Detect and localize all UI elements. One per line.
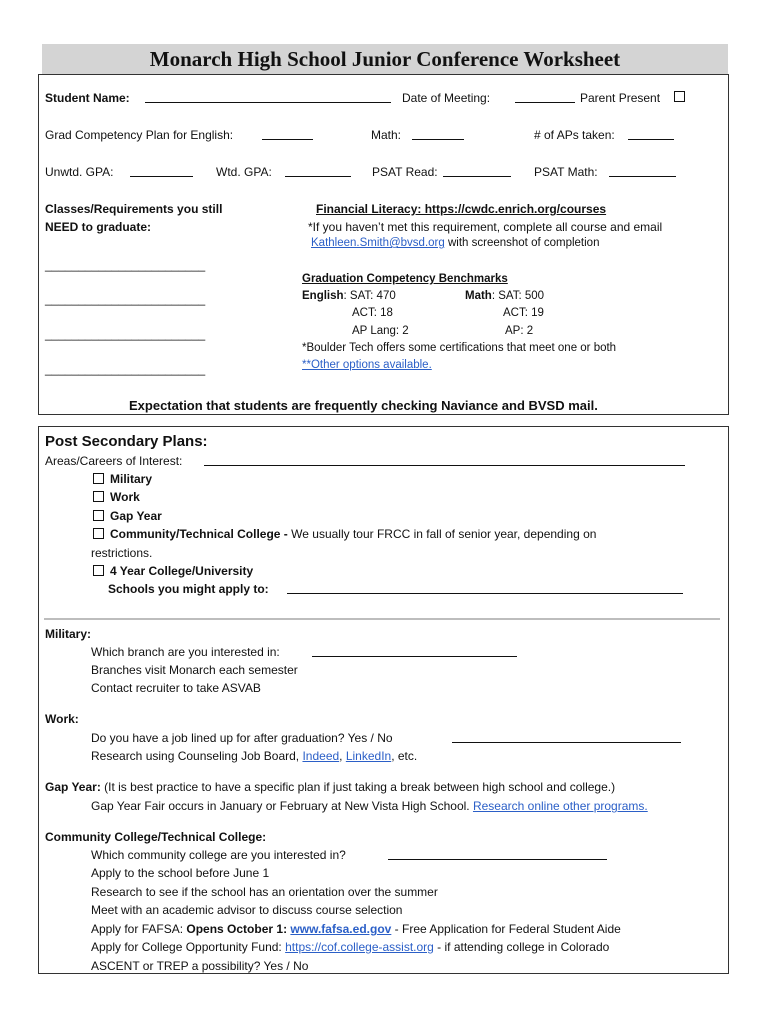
option-four-year-college[interactable]: 4 Year College/University bbox=[93, 564, 253, 578]
other-options-link[interactable]: **Other options available. bbox=[302, 359, 432, 371]
work-heading: Work: bbox=[45, 712, 79, 726]
english-act: ACT: 18 bbox=[352, 307, 393, 319]
option-work[interactable]: Work bbox=[93, 490, 140, 504]
community-advisor-text: Meet with an academic advisor to discuss course selection bbox=[91, 903, 403, 917]
benchmarks-heading: Graduation Competency Benchmarks bbox=[302, 273, 508, 285]
four-year-college-checkbox[interactable] bbox=[93, 565, 104, 576]
option-community-college[interactable]: Community/Technical College - We usually tour FRCC in fall of senior year, depending on bbox=[93, 527, 596, 541]
work-checkbox[interactable] bbox=[93, 491, 104, 502]
gap-year-fair-text: Gap Year Fair occurs in January or February at New Vista High School. Research online other programs. bbox=[91, 799, 648, 813]
financial-literacy-email-line: Kathleen.Smith@bvsd.org with screenshot of completion bbox=[311, 237, 600, 249]
military-asvab-text: Contact recruiter to take ASVAB bbox=[91, 681, 261, 695]
fafsa-text: Apply for FAFSA: Opens October 1: www.fafsa.ed.gov - Free Application for Federal Student Aide bbox=[91, 922, 621, 936]
aps-taken-field[interactable] bbox=[628, 128, 674, 140]
option-military[interactable]: Military bbox=[93, 472, 152, 486]
parent-present-checkbox[interactable] bbox=[674, 91, 685, 102]
psat-read-field[interactable] bbox=[443, 165, 511, 177]
research-online-link[interactable]: Research online other programs. bbox=[472, 799, 648, 813]
areas-of-interest-field[interactable] bbox=[204, 454, 685, 466]
community-research-text: Research to see if the school has an orientation over the summer bbox=[91, 885, 438, 899]
requirement-line[interactable]: ________________________ bbox=[45, 362, 206, 376]
kathleen-smith-email-link[interactable]: Kathleen.Smith@bvsd.org bbox=[311, 237, 445, 249]
indeed-link[interactable]: Indeed bbox=[302, 749, 340, 763]
work-job-label: Do you have a job lined up for after graduation? Yes / No bbox=[91, 731, 393, 745]
boulder-tech-note: *Boulder Tech offers some certifications that meet one or both bbox=[302, 342, 617, 354]
classes-requirements-heading-2: NEED to graduate: bbox=[45, 220, 152, 234]
military-visit-text: Branches visit Monarch each semester bbox=[91, 663, 298, 677]
restrictions-text: restrictions. bbox=[91, 546, 153, 560]
student-name-label: Student Name: bbox=[45, 91, 130, 105]
english-ap: AP Lang: 2 bbox=[352, 325, 409, 337]
schools-label: Schools you might apply to: bbox=[108, 582, 269, 596]
unwtd-gpa-field[interactable] bbox=[130, 165, 193, 177]
military-checkbox[interactable] bbox=[93, 473, 104, 484]
gap-year-text: Gap Year: (It is best practice to have a specific plan if just taking a break between high school and college.) bbox=[45, 780, 616, 794]
psat-math-field[interactable] bbox=[609, 165, 676, 177]
financial-literacy-note: *If you haven’t met this requirement, complete all course and email bbox=[308, 220, 663, 234]
math-ap: AP: 2 bbox=[505, 325, 534, 337]
section-divider bbox=[44, 618, 720, 620]
linkedin-link[interactable]: LinkedIn bbox=[345, 749, 392, 763]
community-which-label: Which community college are you interested in? bbox=[91, 848, 346, 862]
requirement-line[interactable]: ________________________ bbox=[45, 327, 206, 341]
option-gap-year[interactable]: Gap Year bbox=[93, 509, 162, 523]
post-secondary-heading: Post Secondary Plans: bbox=[45, 433, 208, 450]
grad-competency-english-label: Grad Competency Plan for English: bbox=[45, 128, 234, 142]
work-research-text: Research using Counseling Job Board, Indeed, LinkedIn, etc. bbox=[91, 749, 418, 763]
military-heading: Military: bbox=[45, 627, 92, 641]
military-branch-label: Which branch are you interested in: bbox=[91, 645, 280, 659]
community-apply-text: Apply to the school before June 1 bbox=[91, 866, 270, 880]
work-job-field[interactable] bbox=[452, 731, 681, 743]
military-branch-field[interactable] bbox=[312, 645, 517, 657]
parent-present-label: Parent Present bbox=[580, 91, 661, 105]
grad-competency-english-field[interactable] bbox=[262, 128, 313, 140]
psat-math-label: PSAT Math: bbox=[534, 165, 598, 179]
ascent-text: ASCENT or TREP a possibility? Yes / No bbox=[91, 959, 309, 973]
student-name-field[interactable] bbox=[145, 91, 391, 103]
math-field[interactable] bbox=[412, 128, 464, 140]
expectation-note: Expectation that students are frequently checking Naviance and BVSD mail. bbox=[129, 398, 598, 413]
schools-field[interactable] bbox=[287, 582, 683, 594]
aps-taken-label: # of APs taken: bbox=[534, 128, 615, 142]
financial-literacy-heading[interactable]: Financial Literacy: https://cwdc.enrich.org/courses bbox=[316, 202, 607, 216]
classes-requirements-heading-1: Classes/Requirements you still bbox=[45, 202, 223, 216]
cof-link[interactable]: https://cof.college-assist.org bbox=[285, 940, 434, 954]
date-of-meeting-field[interactable] bbox=[515, 91, 575, 103]
math-label: Math: bbox=[371, 128, 402, 142]
community-college-heading: Community College/Technical College: bbox=[45, 830, 267, 844]
community-college-checkbox[interactable] bbox=[93, 528, 104, 539]
english-sat: English: SAT: 470 bbox=[302, 290, 396, 302]
psat-read-label: PSAT Read: bbox=[372, 165, 438, 179]
page-title: Monarch High School Junior Conference Worksheet bbox=[149, 47, 621, 71]
gap-year-checkbox[interactable] bbox=[93, 510, 104, 521]
wtd-gpa-label: Wtd. GPA: bbox=[216, 165, 272, 179]
date-of-meeting-label: Date of Meeting: bbox=[402, 91, 491, 105]
math-act: ACT: 19 bbox=[503, 307, 544, 319]
requirement-line[interactable]: ________________________ bbox=[45, 292, 206, 306]
fafsa-link[interactable]: www.fafsa.ed.gov bbox=[290, 922, 392, 936]
community-which-field[interactable] bbox=[388, 848, 607, 860]
requirement-line[interactable]: ________________________ bbox=[45, 258, 206, 272]
math-sat: Math: SAT: 500 bbox=[465, 290, 545, 302]
cof-text: Apply for College Opportunity Fund: https://cof.college-assist.org - if attending college in Colorado bbox=[91, 940, 610, 954]
areas-of-interest-label: Areas/Careers of Interest: bbox=[45, 454, 183, 468]
wtd-gpa-field[interactable] bbox=[285, 165, 351, 177]
unwtd-gpa-label: Unwtd. GPA: bbox=[45, 165, 114, 179]
